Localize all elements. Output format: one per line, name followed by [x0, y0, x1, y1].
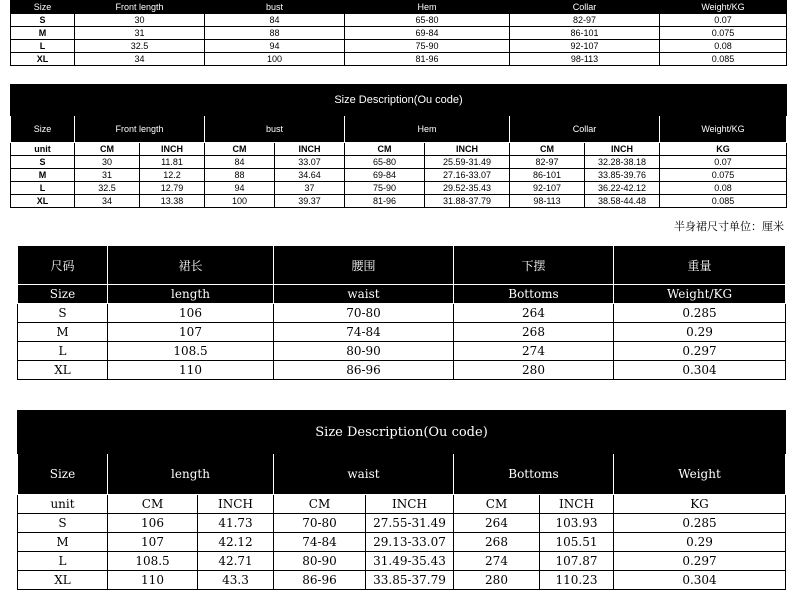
unit-inch: INCH [585, 143, 660, 156]
cell: 12.2 [140, 169, 205, 182]
cell: L [18, 552, 108, 571]
cell: 0.07 [660, 156, 787, 169]
table-row [18, 571, 786, 590]
table-row [18, 533, 786, 552]
table-title: Size Description(Ou code) [11, 85, 787, 116]
cell: 75-90 [345, 182, 425, 195]
cell: 29.13-33.07 [366, 533, 454, 552]
table-row [11, 14, 787, 27]
unit-cm: CM [108, 495, 198, 514]
unit-inch: INCH [275, 143, 345, 156]
cell: 264 [454, 514, 540, 533]
cell: 94 [205, 182, 275, 195]
cell: 31.88-37.79 [425, 195, 510, 208]
cell: 27.16-33.07 [425, 169, 510, 182]
cell: 31 [75, 27, 205, 40]
cell: 0.285 [614, 304, 786, 323]
cell: 100 [205, 195, 275, 208]
header-waist: waist [274, 454, 454, 495]
cell: 0.08 [660, 182, 787, 195]
cell: 280 [454, 571, 540, 590]
cell: 110 [108, 571, 198, 590]
cell: XL [11, 195, 75, 208]
cell: 81-96 [345, 53, 510, 66]
table-row [11, 53, 787, 66]
title-row [18, 411, 786, 454]
table-row [11, 195, 787, 208]
cell: 108.5 [108, 342, 274, 361]
cell: 12.79 [140, 182, 205, 195]
table-row [11, 27, 787, 40]
cell: 88 [205, 169, 275, 182]
cell: 107 [108, 323, 274, 342]
table-row [18, 323, 786, 342]
cell: 0.297 [614, 342, 786, 361]
cell: 65-80 [345, 156, 425, 169]
cell: 82-97 [510, 14, 660, 27]
cell: 33.07 [275, 156, 345, 169]
cell: 27.55-31.49 [366, 514, 454, 533]
cell: 34 [75, 195, 140, 208]
cell: 80-90 [274, 552, 366, 571]
cell: 0.29 [614, 533, 786, 552]
cell: 29.52-35.43 [425, 182, 510, 195]
table-title: Size Description(Ou code) [18, 411, 786, 454]
unit-cm: CM [454, 495, 540, 514]
cell: 86-101 [510, 169, 585, 182]
table-row [18, 514, 786, 533]
header-bust: bust [205, 116, 345, 143]
header-front-length: Front length [75, 1, 205, 14]
header-row-en [18, 285, 786, 304]
table-row [18, 342, 786, 361]
title-row [11, 85, 787, 116]
cell: 42.71 [198, 552, 274, 571]
cell: 38.58-44.48 [585, 195, 660, 208]
cell: 30 [75, 156, 140, 169]
header-waist-cn: 腰围 [274, 246, 454, 285]
unit-cm: CM [345, 143, 425, 156]
table-row [11, 156, 787, 169]
unit-inch: INCH [366, 495, 454, 514]
skirt-size-table [17, 245, 786, 380]
cell: 0.285 [614, 514, 786, 533]
unit-row [18, 495, 786, 514]
cell: 0.29 [614, 323, 786, 342]
cell: 80-90 [274, 342, 454, 361]
cell: 110.23 [540, 571, 614, 590]
cell: 37 [275, 182, 345, 195]
size-description-table-top [10, 84, 787, 208]
cell: 34.64 [275, 169, 345, 182]
header-bottoms-cn: 下摆 [454, 246, 614, 285]
header-collar: Collar [510, 116, 660, 143]
cell: 75-90 [345, 40, 510, 53]
cell: 86-96 [274, 361, 454, 380]
header-row [18, 454, 786, 495]
cell: 42.12 [198, 533, 274, 552]
cell: 25.59-31.49 [425, 156, 510, 169]
cell: 81-96 [345, 195, 425, 208]
cell: 0.075 [660, 27, 787, 40]
skirt-size-description-table [17, 410, 786, 590]
cell: 74-84 [274, 533, 366, 552]
cell: L [11, 40, 75, 53]
cell: 82-97 [510, 156, 585, 169]
header-row [11, 1, 787, 14]
cell: 0.304 [614, 571, 786, 590]
header-front-length: Front length [75, 116, 205, 143]
header-hem: Hem [345, 116, 510, 143]
cell: 107.87 [540, 552, 614, 571]
table-row [11, 40, 787, 53]
skirt-size-unit-note: 半身裙尺寸单位：厘米 [674, 220, 784, 233]
unit-kg: KG [614, 495, 786, 514]
cell: 280 [454, 361, 614, 380]
header-row [11, 116, 787, 143]
table-row [18, 361, 786, 380]
cell: 0.304 [614, 361, 786, 380]
cell: 41.73 [198, 514, 274, 533]
cell: 11.81 [140, 156, 205, 169]
cell: 98-113 [510, 53, 660, 66]
cell: 31 [75, 169, 140, 182]
cell: 274 [454, 552, 540, 571]
cell: S [11, 156, 75, 169]
cell: 100 [205, 53, 345, 66]
header-weight: Weight/KG [614, 285, 786, 304]
cell: 0.297 [614, 552, 786, 571]
cell: 43.3 [198, 571, 274, 590]
header-bust: bust [205, 1, 345, 14]
cell: 32.5 [75, 40, 205, 53]
unit-label: unit [11, 143, 75, 156]
header-weight: Weight [614, 454, 786, 495]
header-weight-cn: 重量 [614, 246, 786, 285]
header-size-cn: 尺码 [18, 246, 108, 285]
cell: 86-101 [510, 27, 660, 40]
unit-row [11, 143, 787, 156]
cell: L [11, 182, 75, 195]
cell: 70-80 [274, 514, 366, 533]
cell: L [18, 342, 108, 361]
cell: 0.085 [660, 195, 787, 208]
cell: M [11, 27, 75, 40]
header-hem: Hem [345, 1, 510, 14]
cell: 0.075 [660, 169, 787, 182]
cell: 33.85-37.79 [366, 571, 454, 590]
cell: S [18, 304, 108, 323]
cell: 65-80 [345, 14, 510, 27]
unit-inch: INCH [140, 143, 205, 156]
cell: 33.85-39.76 [585, 169, 660, 182]
cell: 92-107 [510, 40, 660, 53]
cell: 86-96 [274, 571, 366, 590]
header-bottoms: Bottoms [454, 454, 614, 495]
cell: 107 [108, 533, 198, 552]
cell: 268 [454, 533, 540, 552]
cell: 92-107 [510, 182, 585, 195]
cell: 106 [108, 514, 198, 533]
cell: 69-84 [345, 27, 510, 40]
unit-cm: CM [510, 143, 585, 156]
unit-kg: KG [660, 143, 787, 156]
header-weight: Weight/KG [660, 1, 787, 14]
cell: 274 [454, 342, 614, 361]
cell: 84 [205, 14, 345, 27]
cell: 106 [108, 304, 274, 323]
cell: 39.37 [275, 195, 345, 208]
cell: 74-84 [274, 323, 454, 342]
table-row [18, 552, 786, 571]
cell: M [11, 169, 75, 182]
header-length-cn: 裙长 [108, 246, 274, 285]
unit-cm: CM [75, 143, 140, 156]
unit-cm: CM [205, 143, 275, 156]
cell: 103.93 [540, 514, 614, 533]
cell: 110 [108, 361, 274, 380]
cell: 84 [205, 156, 275, 169]
header-length: length [108, 285, 274, 304]
header-length: length [108, 454, 274, 495]
cell: 69-84 [345, 169, 425, 182]
cell: XL [11, 53, 75, 66]
cell: 108.5 [108, 552, 198, 571]
table-row [11, 169, 787, 182]
cell: XL [18, 361, 108, 380]
unit-cm: CM [274, 495, 366, 514]
cell: 36.22-42.12 [585, 182, 660, 195]
cell: 0.08 [660, 40, 787, 53]
header-size: Size [18, 285, 108, 304]
cell: 34 [75, 53, 205, 66]
header-collar: Collar [510, 1, 660, 14]
unit-inch: INCH [198, 495, 274, 514]
table-row [11, 182, 787, 195]
size-table-top [10, 0, 787, 66]
unit-label: unit [18, 495, 108, 514]
header-row-cn [18, 246, 786, 285]
cell: 32.28-38.18 [585, 156, 660, 169]
cell: 30 [75, 14, 205, 27]
unit-inch: INCH [540, 495, 614, 514]
cell: 31.49-35.43 [366, 552, 454, 571]
header-size: Size [11, 116, 75, 143]
header-size: Size [11, 1, 75, 14]
header-weight: Weight/KG [660, 116, 787, 143]
cell: XL [18, 571, 108, 590]
cell: 13.38 [140, 195, 205, 208]
header-waist: waist [274, 285, 454, 304]
table-row [18, 304, 786, 323]
cell: S [18, 514, 108, 533]
cell: 0.085 [660, 53, 787, 66]
cell: 264 [454, 304, 614, 323]
cell: 105.51 [540, 533, 614, 552]
header-bottoms: Bottoms [454, 285, 614, 304]
cell: 70-80 [274, 304, 454, 323]
unit-inch: INCH [425, 143, 510, 156]
header-size: Size [18, 454, 108, 495]
cell: M [18, 323, 108, 342]
cell: 32.5 [75, 182, 140, 195]
cell: M [18, 533, 108, 552]
cell: 268 [454, 323, 614, 342]
cell: 88 [205, 27, 345, 40]
cell: S [11, 14, 75, 27]
cell: 98-113 [510, 195, 585, 208]
cell: 94 [205, 40, 345, 53]
cell: 0.07 [660, 14, 787, 27]
